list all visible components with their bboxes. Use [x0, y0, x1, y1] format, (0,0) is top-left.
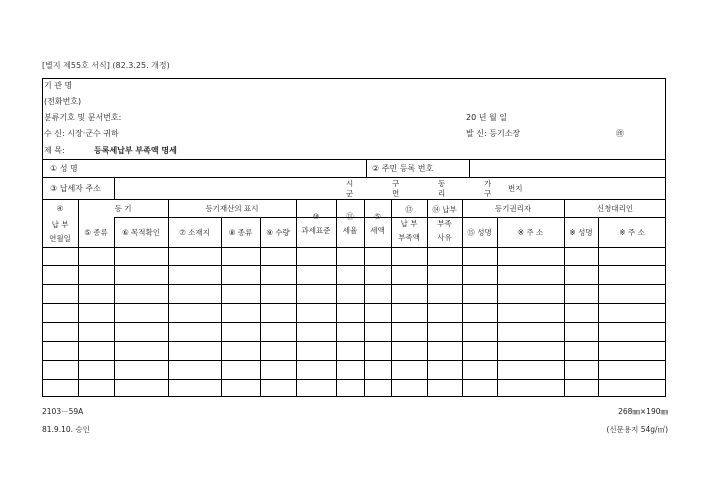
th-agent-address: ※ 주 소 [619, 228, 645, 237]
th-date-num: ④ [56, 204, 64, 213]
th-registration: 등 기 [114, 204, 132, 213]
subcol-line [221, 217, 222, 397]
th-shortfall-1: 납 부 [400, 219, 418, 228]
row1-divider [469, 159, 470, 177]
th-property: 등기재산의 표시 [205, 204, 259, 213]
th-reason-3: 사유 [437, 233, 452, 242]
address-label: ③ 납세자 주소 [50, 184, 101, 193]
table-row-line [42, 265, 666, 266]
table-row-line [42, 303, 666, 304]
agency-label: 기 관 명 [44, 81, 73, 90]
th-holder-address: ※ 주 소 [517, 228, 544, 237]
th-prop-kind: ⑧ 종류 [228, 228, 253, 237]
form-caption: [별지 제55호 서식] (82.3.25. 개정) [42, 61, 170, 70]
addr-myeon: 면 [392, 189, 400, 198]
table-row-line [42, 284, 666, 285]
th-tax: 세액 [370, 226, 385, 235]
row-line-1 [42, 177, 666, 178]
th-shortfall-2: 부족액 [398, 233, 420, 242]
addr-si: 시 [346, 179, 354, 188]
subcol-line [114, 217, 115, 397]
seal-mark: ㊞ [616, 129, 624, 138]
date-label: 20 년 월 일 [466, 113, 507, 122]
th-rate-num: ⑪ [346, 212, 354, 221]
th-date-2: 연월일 [49, 234, 71, 243]
th-date-1: 납 부 [51, 220, 69, 229]
sender-label: 발 신: 등기소장 [466, 129, 521, 138]
resident-no-label: ② 주민 등록 번호 [372, 164, 434, 173]
approval-date: 81.9.10. 승인 [42, 425, 90, 434]
table-row-line [42, 322, 666, 323]
addr-gun: 군 [346, 189, 354, 198]
table-header-bottom-line [42, 247, 666, 248]
th-reg-type: ⑤ 종류 [84, 228, 108, 237]
th-agent: 신청대리인 [596, 204, 634, 213]
subject-label: 제 목: [44, 146, 65, 155]
th-holder: 등기권리자 [494, 204, 532, 213]
table-row-line [42, 341, 666, 342]
th-prop-qty: ⑨ 수량 [266, 228, 290, 237]
row-line-2 [42, 199, 666, 200]
th-prop-location: ⑦ 소재지 [179, 228, 210, 237]
addr-ri: 리 [438, 189, 446, 198]
doc-no-label: 분류기호 및 문서번호: [44, 113, 122, 122]
subcol-line [497, 217, 498, 397]
recipient-label: 수 신: 시장·군수 귀하 [44, 129, 119, 138]
th-tax-base-num: ⑩ [312, 212, 320, 221]
addr-gu: 구 [392, 179, 400, 188]
phone-label: (전화번호) [44, 97, 82, 106]
th-reason-1: ⑭ 납부 [432, 205, 457, 214]
addr-dong: 동 [438, 179, 446, 188]
header-bottom-line [42, 159, 666, 160]
th-tax-num: ⑤ [374, 212, 381, 221]
subcol-line [260, 217, 261, 397]
addr-beonji: 번지 [508, 184, 523, 193]
row1-divider [366, 159, 367, 177]
paper-type: (신문용지 54g/㎡) [606, 425, 668, 434]
table-row-line [42, 379, 666, 380]
th-shortfall-num: ⑬ [405, 205, 413, 214]
subcol-line [598, 217, 599, 397]
form-number: 2103－59A [42, 407, 84, 416]
th-rate: 세율 [342, 226, 358, 235]
th-agent-name: ※ 성명 [569, 228, 593, 237]
table-row-line [42, 360, 666, 361]
th-tax-base: 과세표준 [301, 226, 331, 235]
paper-size: 268㎜×190㎜ [618, 407, 668, 416]
subject-title: 등록세납부 부족액 명세 [94, 146, 177, 155]
row2-divider [114, 177, 115, 199]
addr-gu2: 구 [484, 189, 492, 198]
th-holder-name: ⑮ 성명 [467, 228, 492, 237]
addr-ga: 가 [484, 179, 492, 188]
th-reg-purpose: ⑥ 목적확인 [121, 228, 161, 237]
name-label: ① 성 명 [50, 164, 78, 173]
th-reason-2: 부족 [437, 219, 452, 228]
